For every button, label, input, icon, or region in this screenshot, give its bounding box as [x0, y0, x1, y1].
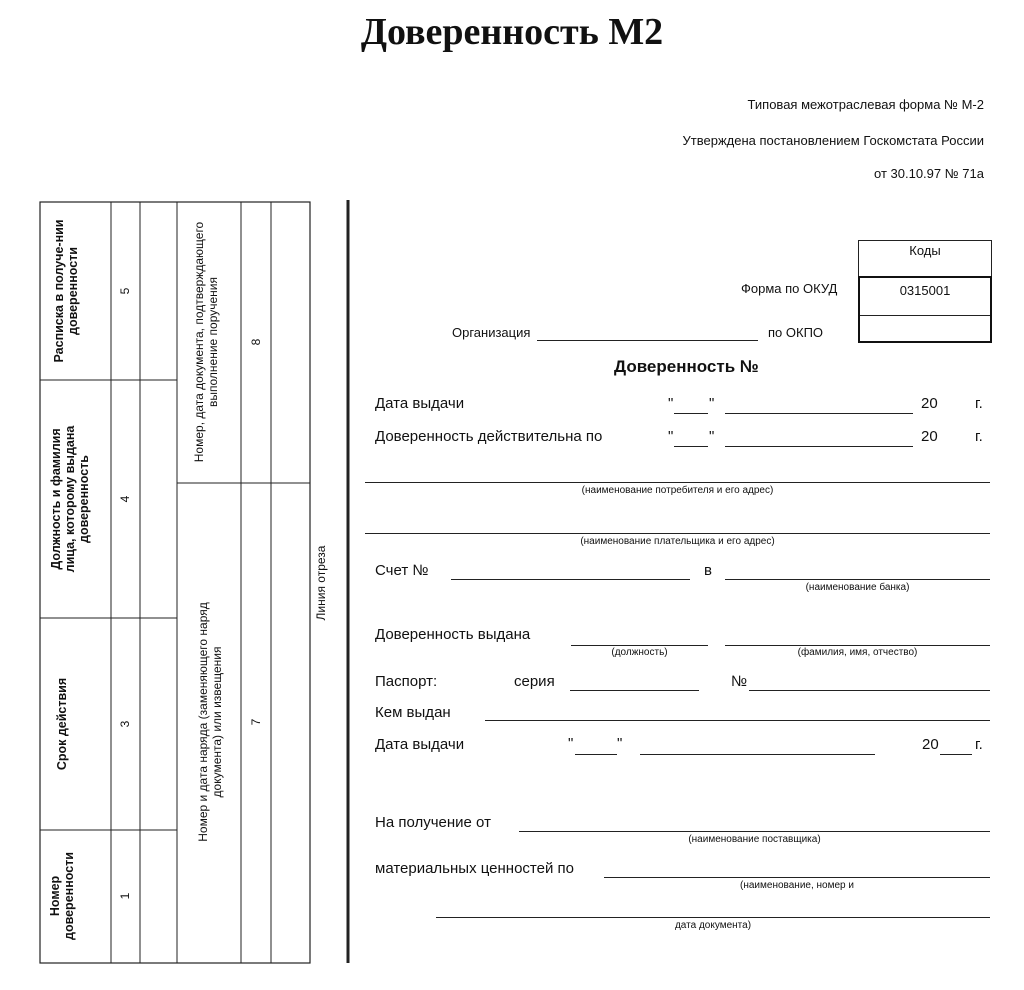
issued-by-label: Кем выдан [375, 704, 451, 721]
issue-day-close-quote: " [709, 395, 715, 412]
receive-from-label: На получение от [375, 814, 491, 831]
valid-until-label: Доверенность действительна по [375, 428, 603, 445]
valid-day-field[interactable] [674, 432, 708, 447]
okud-label: Форма по ОКУД [741, 281, 838, 296]
stub-col7-number: 7 [249, 718, 263, 726]
stub-col1-number: 1 [118, 892, 132, 900]
codes-header: Коды [859, 241, 991, 277]
stub-col4-number: 4 [118, 495, 132, 503]
document-date-field[interactable] [436, 903, 990, 918]
series-label: серия [514, 673, 555, 690]
payer-field[interactable] [365, 519, 990, 534]
stub-col8-number: 8 [249, 338, 263, 346]
passport-year-suffix: г. [975, 736, 983, 753]
stub-col5-number: 5 [118, 287, 132, 295]
document-field[interactable] [604, 863, 990, 878]
passport-day-close-quote: " [617, 735, 623, 752]
stub-col8-header: Номер, дата документа, подтверждающего выполнение поручения [192, 221, 220, 463]
stub-col7-header: Номер и дата наряда (заменяющего наряд документа) или извещения [196, 602, 224, 842]
supplier-hint: (наименование поставщика) [688, 834, 821, 845]
passport-number-label: № [731, 673, 748, 690]
passport-month-field[interactable] [640, 740, 875, 755]
stub-col3-number: 3 [118, 720, 132, 728]
fio-field[interactable] [725, 631, 990, 646]
bank-in-label: в [704, 562, 712, 579]
form-heading: Доверенность № [614, 357, 759, 376]
position-field[interactable] [571, 631, 708, 646]
values-label: материальных ценностей по [375, 860, 574, 877]
organization-label: Организация [452, 325, 531, 340]
okpo-label: по ОКПО [768, 325, 824, 340]
payer-hint: (наименование плательщика и его адрес) [580, 536, 775, 547]
account-field[interactable] [451, 565, 690, 580]
passport-series-field[interactable] [570, 676, 699, 691]
consumer-field[interactable] [365, 468, 990, 483]
passport-year-prefix: 20 [922, 736, 939, 753]
stub-col3-header: Срок действия [55, 677, 69, 771]
fio-hint: (фамилия, имя, отчество) [797, 647, 918, 658]
stub-col5-header: Расписка в получе-нии доверенности [52, 219, 80, 363]
issue-year-prefix: 20 [921, 395, 938, 412]
issue-year-suffix: г. [975, 395, 983, 412]
page-title: Доверенность М2 [360, 11, 664, 53]
consumer-hint: (наименование потребителя и его адрес) [581, 485, 774, 496]
supplier-field[interactable] [519, 817, 990, 832]
passport-day-field[interactable] [575, 740, 617, 755]
issue-date-label: Дата выдачи [375, 395, 465, 412]
issue-month-field[interactable] [725, 399, 913, 414]
stub-col1-header: Номер доверенности [48, 852, 76, 940]
approval-note: Утверждена постановлением Госкомстата России [682, 133, 984, 148]
valid-day-close-quote: " [709, 428, 715, 445]
issue-day-open-quote: " [668, 395, 674, 412]
codes-values-box [858, 276, 992, 343]
form-type-note: Типовая межотраслевая форма № М-2 [747, 97, 984, 112]
valid-month-field[interactable] [725, 432, 913, 447]
document-hint-2: дата документа) [674, 920, 752, 931]
document-hint-1: (наименование, номер и [740, 880, 854, 891]
okpo-code-value[interactable] [860, 316, 990, 340]
passport-year-field[interactable] [940, 740, 972, 755]
issued-to-label: Доверенность выдана [375, 626, 531, 643]
bank-field[interactable] [725, 565, 990, 580]
valid-year-prefix: 20 [921, 428, 938, 445]
passport-number-field[interactable] [749, 676, 990, 691]
bank-hint: (наименование банка) [805, 582, 910, 593]
valid-day-open-quote: " [668, 428, 674, 445]
account-label: Счет № [375, 562, 429, 579]
passport-day-open-quote: " [568, 735, 574, 752]
valid-year-suffix: г. [975, 428, 983, 445]
passport-date-label: Дата выдачи [375, 736, 465, 753]
stub-col4-header: Должность и фамилия лица, которому выдана доверенность [49, 425, 91, 573]
okud-code-value[interactable]: 0315001 [860, 278, 990, 316]
position-hint: (должность) [611, 647, 668, 658]
approval-date-note: от 30.10.97 № 71а [874, 166, 984, 181]
issue-day-field[interactable] [674, 399, 708, 414]
issued-by-field[interactable] [485, 706, 990, 721]
organization-field[interactable] [537, 326, 758, 341]
passport-label: Паспорт: [375, 673, 438, 690]
cut-line-label: Линия отреза [314, 545, 328, 621]
